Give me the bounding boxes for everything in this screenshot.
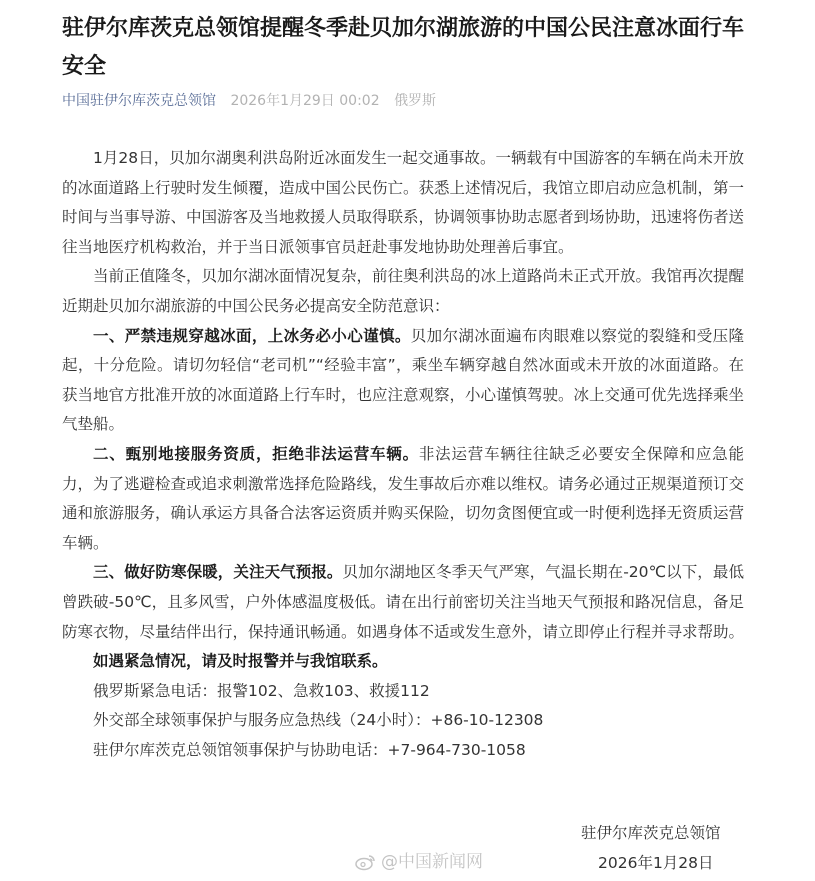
russia-emergency-phones: 俄罗斯紧急电话：报警102、急救103、救援112 [93, 681, 430, 700]
article-title: 驻伊尔库茨克总领馆提醒冬季赴贝加尔湖旅游的中国公民注意冰面行车安全 [62, 16, 745, 79]
point-1-heading: 一、严禁违规穿越冰面，上冰务必小心谨慎。 [93, 326, 411, 345]
publish-location: 俄罗斯 [394, 93, 437, 109]
watermark-text: @中国新闻网 [381, 852, 483, 872]
article-body [62, 144, 744, 765]
consulate-phone: 驻伊尔库茨克总领馆领事保护与协助电话：+7-964-730-1058 [93, 740, 526, 759]
point-2-text: 非法运营车辆往往缺乏必要安全保障和应急能力，为了逃避检查或追求刺激常选择危险路线，发生事故后亦难以维权。请务必通过正规渠道预订交通和旅游服务，确认承运方具备合法客运资质并购买保险，切勿贪图便宜或一时便利选择无资质运营车辆。 [62, 444, 745, 552]
paragraph-point-2 [62, 440, 744, 558]
point-2-heading: 二、甄别地接服务资质，拒绝非法运营车辆。 [93, 444, 419, 463]
paragraph-reminder: 当前正值隆冬，贝加尔湖冰面情况复杂，前往奥利洪岛的冰上道路尚未正式开放。我馆再次提醒近期赴贝加尔湖旅游的中国公民务必提高安全防范意识： [62, 267, 745, 315]
article-meta [62, 91, 436, 111]
watermark [355, 850, 483, 874]
emergency-notice: 如遇紧急情况，请及时报警并与我馆联系。 [93, 652, 388, 671]
signature: 驻伊尔库茨克总领馆 [581, 824, 721, 842]
source-link[interactable]: 中国驻伊尔库茨克总领馆 [62, 93, 216, 109]
paragraph-accident: 1月28日，贝加尔湖奥利洪岛附近冰面发生一起交通事故。一辆载有中国游客的车辆在尚未开放的冰面道路上行驶时发生倾覆，造成中国公民伤亡。获悉上述情况后，我馆立即启动应急机制，第一时间与当事导游、中国游客及当地救援人员取得联系，协调领事协助志愿者到场协助，迅速将伤者送往当地医疗机构救治，并于当日派领事官员赶赴事发地协助处理善后事宜。 [62, 149, 745, 256]
signature-date: 2026年1月28日 [598, 854, 714, 872]
mfa-hotline: 外交部全球领事保护与服务应急热线（24小时）：+86-10-12308 [93, 711, 544, 730]
paragraph-point-1 [62, 322, 744, 440]
point-3-heading: 三、做好防寒保暖，关注天气预报。 [93, 563, 343, 582]
publish-date: 2026年1月29日 00:02 [230, 93, 380, 109]
weibo-icon [355, 853, 377, 871]
paragraph-point-3 [62, 558, 744, 647]
point-3-text: 贝加尔湖地区冬季天气严寒，气温长期在-20℃以下，最低曾跌破-50℃，且多风雪，户外体感温度极低。请在出行前密切关注当地天气预报和路况信息，备足防寒衣物，尽量结伴出行，保持通讯畅通。如遇身体不适或发生意外，请立即停止行程并寻求帮助。 [62, 563, 745, 641]
point-1-text: 贝加尔湖冰面遍布肉眼难以察觉的裂缝和受压隆起，十分危险。请切勿轻信“老司机”“经验丰富”，乘坐车辆穿越自然冰面或未开放的冰面道路。在获当地官方批准开放的冰面道路上行车时，也应注意观察，小心谨慎驾驶。冰上交通可优先选择乘坐气垫船。 [62, 326, 745, 434]
